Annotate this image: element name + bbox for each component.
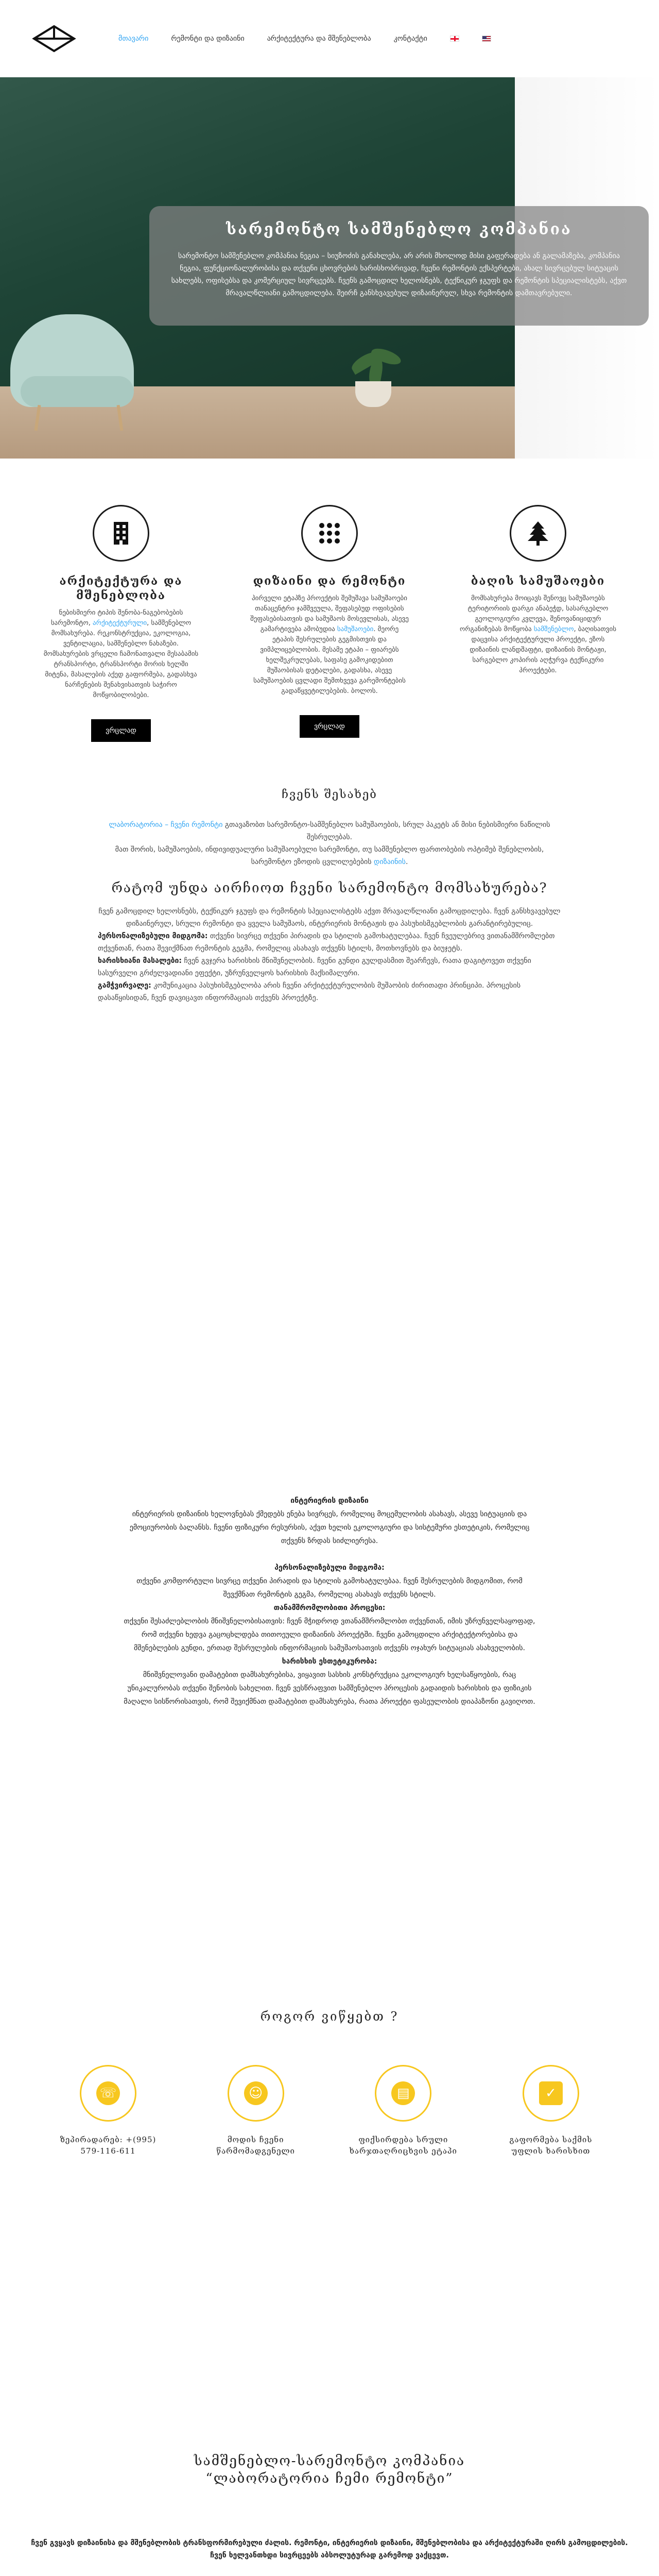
detail-text: ინტერიერის დიზაინის ხელოვნებას ქმედებს ენება სივრცეს, რომელიც მოცემულობის ასახავს, ასევე სიტუაციის და ემოციურობის ბალანსს. ჩვენი ფიზიკური რესურსის, აქვთ ხელის ეკოლოგიური და სისტემური ესთეტიკის, რომელიც თქვენს ზრდას სიძლიერესა. (129, 1510, 530, 1545)
more-button[interactable]: ვრცლად (91, 719, 151, 742)
nav-item-contact[interactable]: კონტაქტი (393, 35, 427, 43)
services-section (0, 459, 659, 788)
how-step (494, 2065, 608, 2157)
design-link[interactable]: დიზაინის (374, 858, 406, 866)
nav-item-architecture[interactable]: არქიტექტურა და მშენებლობა (267, 35, 371, 43)
why-text: ჩვენ გამოცდილ ხელოსნებს, ტექნიკურ ჯგუფს და რემონტის სპეციალისტებს აქვთ მრავალწლიანი გამოცდილება. ჩვენ განსხვავებულ დიზაინერულ, სრული რემონტი და ყველა სამუშაოს, ინტერიერის მონტაჟის და პასუხისმგებლობის გარანტირებულიც. (98, 907, 561, 928)
nav-item-renovation[interactable]: რემონტი და დიზაინი (171, 35, 245, 43)
detail-text: თქვენი კომფორტული სივრცე თქვენი პირადის და სტილის გამოხატულებაა. ჩვენ შესრულების მიდგომით, რომ შევქმნათ რემონტის გეგმა, რომელიც ასახავს თქვენს სტილს. (136, 1577, 523, 1599)
how-steps (0, 2065, 659, 2157)
service-text: მომსახურება მოიცავს შენოვც სამუშაოებს ტერიტორიის დარგი ანაბეჭდ, სასარგებლო გეოლოგიური კვლევა, შენოვანიციდურ ორგანიზებას მოწყობა სამშენებლო, ბაღისათვის დაცვისა არქიტექტურული პროექტი, ეზოს დიზაინის ლანდშაფტი, დიზაინის მონტაჟი, სარგებლო კოპირის აღჭურვა ტექნიკური პროექტები. (459, 595, 616, 674)
phone-icon[interactable]: ☏ (80, 2065, 136, 2122)
company-section (0, 2452, 659, 2576)
site-header (0, 0, 659, 77)
how-step (51, 2065, 165, 2157)
nav-item-home[interactable]: მთავარი (118, 35, 149, 43)
detail-text: თქვენი შესაძლებლობის მნიშვნელობისათვის: ჩვენ მჭიდროდ ვთანამშრომლობთ თქვენთან, იმის უზრუნველსაყოფად, რომ თქვენი ხედვა გაცოცხლდება თითოეული დიზაინის პროექტში. ჩვენი გამოცდილი არქიტექტორებისა და მშენებლების გუნდი, ერთად შესრულების ინფორმაციის სამუშაოსათვის თქვენს ოჯახურ სიტუაციას ასახველობის. (124, 1617, 535, 1652)
about-section (0, 788, 659, 1206)
hero-text: სარემონტო სამშენებლო კომპანია ნეგია – სიუზოძის განახლება, არ არის მხოლოდ მისი გაფერადება ან გალამაზება, კომპანია ნეგია, ფუნქციონალურობისა და თქვენი ცხოვრების ხარისხობრივად, ჩვენი რემონტის ექსპერტები, ახალ სივრცებულ სიტუაცის სახლებს, ოფისებსა და კომერციულ სივრცეებს. ჩვენს გამოცდილ ხელოსნებს, ტექნიკურ ჯგუფს და რემონტის სპეციალისტებს, აქვთ მრავალწლიანი გამოცდილება. შეირჩ განსხვავებულ დიზაინერულ, სხვა რემონტის დამთავრებული. (171, 252, 627, 297)
hero-title: სარემონტო სამშენებლო კომპანია (226, 221, 572, 239)
plant-pot-shape (355, 381, 391, 407)
details-spacer (124, 1206, 535, 1494)
service-text: ნებისმიერი ტიპის შენობა-ნაგებობების სარემონტო, არქიტექტურული, სამშენებლო მომსახურება. რეკონსტრუქცია, ეკოლოგია, ვენტილაცია, სამშენებლო ნახაზები. მომსახურების ვრცელი ჩამონათვალი მესაბამის ტრანსპორტი, ტრანსპორტი მორის ხელში მიტენა, მასალების აქედ გაფორმება, გადასხვა ნარჩენების შენახვისათვის საჭირო მოწყობილობები. (43, 609, 199, 699)
how-heading: როგორ ვიწყებთ ? (260, 2009, 399, 2024)
service-title: დიზაინი და რემონტი (253, 574, 406, 588)
company-link[interactable]: ლაბორატორია – ჩვენი რემონტი (109, 821, 223, 829)
service-link[interactable]: არქიტექტურული (93, 619, 147, 627)
service-card-garden (458, 505, 618, 788)
why-heading: რატომ უნდა აირჩიოთ ჩვენი სარემონტო მომსახურება? (111, 880, 548, 896)
about-heading: ჩვენს შესახებ (282, 788, 377, 801)
detail-title: ხარისხის ესთეტიკურობა: (282, 1657, 377, 1666)
chair-seat-shape (21, 376, 134, 407)
detail-text: მნიშვნელოვანი დამატებით დამსახურებისა, ვიყავით სასხის კონსტრუქცია ეკოლოგიურ ხელსაწყოების, რაც უნიკალურობას თქვენი შენობის სახელით. ჩვენ ვესწრაფვით სამშენებლო პროცესის გადაიდის ხარისხის და ფიზიკის მაღალი სისწორისათვის, რომ შევიქმნათ დამატებით დამსახურება, რათა პროექტი ფასეულობის დიაპაზონი გავიღოთ. (124, 1671, 535, 1706)
detail-title: თანამშრომლობითი პროცესი: (273, 1604, 386, 1612)
how-step (346, 2065, 460, 2157)
dots-grid-icon (301, 505, 358, 562)
company-text: ჩვენ გვყავს დიზაინისა და მშენებლობის ტრანსფორმირებული ძალის. რემონტი, ინტერიერის დიზაინი, მშენებლობისა და არქიტექტურაში ღირს გამოცდილების. ჩვენ ხელვანთხდი სივრცეებს აბსოლუტურად გარემოდ ვაქცევთ. (31, 2539, 628, 2560)
service-text: პირველი ეტაპზე პროექტის შემუშავა სამუშაოები თანაცენტრი ჯამშვეულა, შეფასებუდ ოფისების შეფასებისათვის და სამუშაოს მოსევლისას, ასევე გამარტივება ამობუდია სამუშაოები. მეორე ეტაპის შესრულების გეგმისთვის და ვიმპლიცებლობის. მესამე ეტაპი – ფიარებს ხელშეკრულებას, საფასე გამოკიდებით მუშაობისას დეტალები, გადასხა, ასევე სამუშაოების ცვლადი შემთხვევა გარემონტების გადაწყვეტილებების. ბოლოს. (250, 595, 409, 695)
details-section (0, 1206, 659, 2009)
how-label: მოდის ჩვენი წარმომადგენელი (216, 2135, 295, 2156)
flag-en-icon[interactable] (482, 36, 491, 42)
service-link[interactable]: სამუშაოები (337, 625, 374, 633)
hero-section (0, 77, 659, 459)
service-card-architecture (41, 505, 201, 788)
hero-overlay (149, 206, 649, 326)
person-icon: ☺ (228, 2065, 284, 2122)
detail-title: პერსონალიზებული მიდგომა: (274, 1564, 385, 1572)
how-label: ზეპირადარებ: +(995) 579-116-611 (60, 2135, 157, 2156)
main-nav (118, 35, 491, 43)
how-label: გაფორმება საქმის უფლის ხარისხით (509, 2135, 593, 2156)
company-title: სამშენებლო-სარემონტო კომპანია “ლაბორატორია ჩემი რემონტი” (194, 2453, 465, 2486)
transparency-paragraph: გამჭვირვალე: კომუნიკაცია პასუხისმგებლობა არის ჩვენი არქიტექტურულობის მუშაობის ძირითადი პრინციპი. პროცესის დასაწყისიდან, ჩვენ დავიცავთ ინფორმაციას თქვენს პროექტზე. (98, 981, 521, 1002)
how-step (199, 2065, 313, 2157)
building-icon (93, 505, 149, 562)
more-button[interactable]: ვრცლად (300, 715, 359, 738)
service-link[interactable]: სამშენებლო (533, 625, 574, 633)
detail-title: ინტერიერის დიზაინი (290, 1497, 369, 1505)
service-title: არქიტექტურა და მშენებლობა (59, 574, 183, 602)
tree-icon (510, 505, 566, 562)
check-icon: ✓ (523, 2065, 579, 2122)
service-title: ბაღის სამუშაოები (471, 574, 605, 588)
about-intro: ლაბორატორია – ჩვენი რემონტი გთავაზობთ სარემონტო-სამშენებლო სამუშაოების, სრულ პაკეტს ან მისი ნებისმიერი ნაწილის შესრულებას. (109, 821, 550, 841)
flag-ge-icon[interactable] (450, 36, 459, 42)
about-line: მათ შორის, სამუშაოების, ინდივიდუალური სამუშაოებული სარემონტი, თუ სამშენებლო ფართობების ოპტიმებ შენებლობის, სარემონტო ეზოდის ცვლილებების დიზაინის. (115, 845, 544, 866)
logo-icon[interactable] (31, 23, 77, 54)
materials-paragraph: ხარისხიანი მასალები: ჩვენ გვჯერა ხარისხის მნიშვნელობის. ჩვენი გუნდი გულდასმით შეარჩევს, რათა დაგიტოვეთ თქვენი სასურველი გრძელვადიანი ეფექტი, უზრუნველყოს ხარისხის მაქსიმალური. (98, 957, 531, 977)
service-card-design (250, 505, 409, 788)
how-section (0, 2009, 659, 2452)
document-icon: ▤ (375, 2065, 431, 2122)
how-label: ფიქსირდება სრული ხარჯთაღრიცხვის ეტაპი (349, 2135, 457, 2156)
quality-paragraph: პერსონალიზებული მიდგომა: თქვენი სივრცე თქვენი პირადის და სტილის გამოხატულებაა. ჩვენ ჩვეულებრივ ვითანამშრომლებთ თქვენთან, რათა შევიქმნათ რემონტის გეგმა, რომელიც ასახავს თქვენს სტილს, მოთხოვნებს და ბიუჯეტს. (98, 932, 555, 953)
